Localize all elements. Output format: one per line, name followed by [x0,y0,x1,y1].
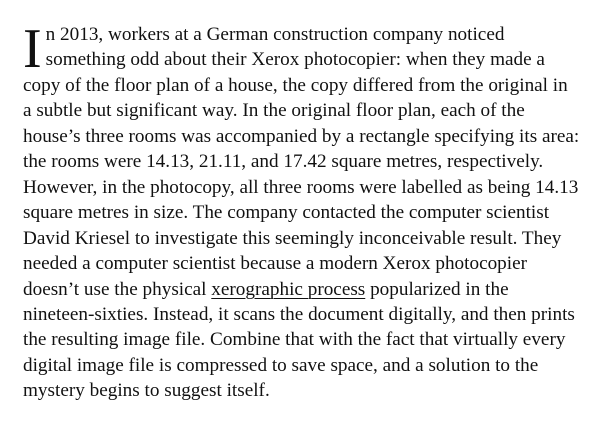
paragraph-text-part2: popularized in the nineteen-sixties. Instead, it scans the document digitally, and then prints the resulting image file. Combine that with the fact that virtually every digital image file is compressed to save space, and a solution to the mystery begins to suggest itself. [23,278,575,402]
article-paragraph [23,18,581,404]
paragraph-text-part1: n 2013, workers at a German construction company noticed something odd about their Xerox photocopier: when they made a copy of the floor plan of a house, the copy differed from the original in a subtle but significant way. In the original floor plan, each of the house’s three rooms was accompanied by a rectangle specifying its area: the rooms were 14.13, 21.11, and 17.42 square metres, respectively. However, in the photocopy, all three rooms were labelled as being 14.13 square metres in size. The company contacted the computer scientist David Kriesel to investigate this seemingly inconceivable result. They needed a computer scientist because a modern Xerox photocopier doesn’t use the physical [23,24,580,300]
xerographic-process-link[interactable]: xerographic process [211,278,366,300]
drop-cap: I [23,18,42,80]
